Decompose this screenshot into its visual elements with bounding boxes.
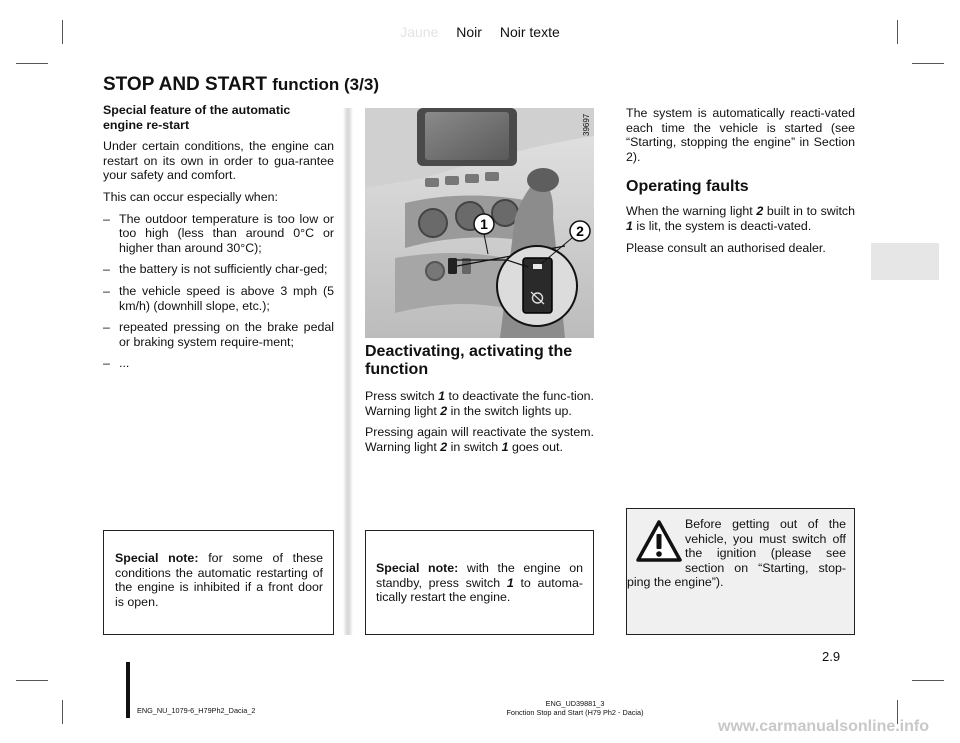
- callout-2-label: 2: [576, 223, 584, 239]
- list-item: [103, 212, 334, 256]
- warning-icon-spacer: [627, 517, 685, 575]
- climate-knob-right: [492, 200, 518, 226]
- text-run: in the switch lights up.: [447, 403, 572, 418]
- left-heading-line1: Special feature of the automatic: [103, 103, 291, 117]
- text-run: When the warning light: [626, 204, 757, 219]
- list-item: [103, 284, 334, 313]
- page-title-main: STOP AND START: [103, 74, 267, 95]
- crop-mark: [62, 700, 63, 724]
- color-label-noir: Noir: [456, 24, 482, 40]
- left-column: [103, 103, 334, 378]
- stop-start-switch-small: [448, 258, 457, 274]
- text-run: in switch: [447, 439, 502, 454]
- middle-heading-line2: function: [365, 361, 429, 378]
- ref-number: 2: [756, 204, 764, 219]
- text-run: with the engine on standby, press switch: [376, 561, 583, 590]
- warning-light-2: [533, 264, 542, 269]
- text-run: goes out.: [508, 439, 563, 454]
- page-title: [103, 74, 379, 96]
- ref-number: 1: [438, 389, 445, 403]
- warning-text: [627, 517, 846, 590]
- dashboard-switch-figure: [365, 108, 594, 338]
- color-label-noir-texte: Noir texte: [499, 24, 560, 40]
- crop-mark: [912, 680, 944, 681]
- footer-right: [460, 700, 690, 717]
- right-para-3: Please consult an authorised dealer.: [626, 240, 826, 255]
- special-note-label: Special note:: [376, 561, 459, 575]
- special-note-text: for some of these conditions the automatic restarting of the engine is inhibited if a front door is open.: [115, 551, 323, 609]
- text-run: to automa-tically restart the engine.: [376, 575, 583, 605]
- list-dash: –: [103, 211, 110, 226]
- callout-1-label: 1: [480, 216, 488, 232]
- gear-knob: [527, 168, 559, 192]
- climate-knob-left: [419, 209, 447, 237]
- left-para-1: Under certain conditions, the engine can restart on its own in order to gua-rantee your safety and comfort.: [103, 139, 334, 183]
- crop-mark: [912, 63, 944, 64]
- ref-number: 1: [626, 218, 633, 233]
- middle-heading-line1: Deactivating, activating the: [365, 343, 573, 360]
- footer-left: ENG_NU_1079-6_H79Ph2_Dacia_2: [137, 706, 256, 715]
- footer-right-line1: ENG_UD39881_3: [545, 699, 605, 708]
- right-para-1: The system is automatically reacti-vated each time the vehicle is started (see “Starting, stopping the engine” in Section 2).: [626, 106, 855, 164]
- left-para-2: This can occur especially when:: [103, 189, 278, 204]
- right-para-2: [626, 204, 855, 233]
- crop-mark: [16, 63, 48, 64]
- list-item-text: The outdoor temperature is too low or too high (less than around 0°C or higher than around 30°C);: [119, 211, 334, 255]
- text-run: Pressing again will reactivate the system. Warning light: [365, 425, 594, 454]
- text-run: to deactivate the func-tion. Warning light: [365, 389, 594, 418]
- figure-number: 39697: [582, 113, 591, 136]
- left-special-note-box: [103, 530, 334, 635]
- list-dash: –: [103, 320, 110, 335]
- text-run: built in to switch: [763, 204, 855, 219]
- ref-number: 1: [501, 439, 509, 454]
- list-item: [103, 262, 334, 277]
- middle-column: [365, 343, 594, 461]
- left-heading-line2: engine re-start: [103, 117, 190, 132]
- list-item-text: repeated pressing on the brake pedal or braking system require-ment;: [119, 320, 334, 349]
- column-gutter-shadow: [343, 108, 353, 635]
- footer-right-line2: Fonction Stop and Start (H79 Ph2 - Dacia): [506, 707, 644, 717]
- middle-heading: [365, 343, 594, 379]
- right-column: [626, 106, 855, 262]
- text-run: Press switch: [365, 389, 439, 403]
- list-dash: –: [103, 262, 110, 277]
- section-side-tab: [871, 243, 939, 280]
- list-item-text: ...: [119, 356, 130, 371]
- left-heading: [103, 103, 334, 132]
- ref-number: 2: [440, 403, 448, 418]
- special-note-label: Special note:: [115, 551, 199, 565]
- list-dash: –: [103, 283, 110, 298]
- list-item: [103, 320, 334, 349]
- list-item: [103, 356, 334, 371]
- color-label-jaune: Jaune: [400, 24, 439, 40]
- list-item-text: the vehicle speed is above 3 mph (5 km/h) (downhill slope, etc.);: [119, 283, 334, 313]
- screen-display: [425, 112, 509, 160]
- list-item-text: the battery is not sufficiently char-ged;: [119, 262, 328, 277]
- watermark: www.carmanualsonline.info: [718, 718, 929, 735]
- warning-box: [626, 508, 855, 635]
- crop-mark: [16, 680, 48, 681]
- middle-para-1: [365, 389, 594, 418]
- page-title-sub: function (3/3): [272, 75, 379, 94]
- text-run: is lit, the system is deacti-vated.: [632, 218, 812, 233]
- middle-para-2: [365, 425, 594, 454]
- dashboard-illustration: [365, 108, 594, 338]
- footer-bar: [126, 662, 130, 718]
- left-special-note: [115, 551, 323, 609]
- middle-special-note: [376, 561, 583, 605]
- warning-text-body: Before getting out of the vehicle, you must switch off the ignition (please see section on “Starting, stop-ping the engine”).: [627, 517, 846, 590]
- print-color-header: [0, 24, 960, 40]
- middle-special-note-box: [365, 530, 594, 635]
- operating-faults-heading: Operating faults: [626, 178, 749, 196]
- page-number: 2.9: [822, 649, 841, 664]
- list-dash: –: [103, 356, 110, 371]
- ref-number: 2: [440, 439, 448, 454]
- ref-number: 1: [506, 575, 514, 590]
